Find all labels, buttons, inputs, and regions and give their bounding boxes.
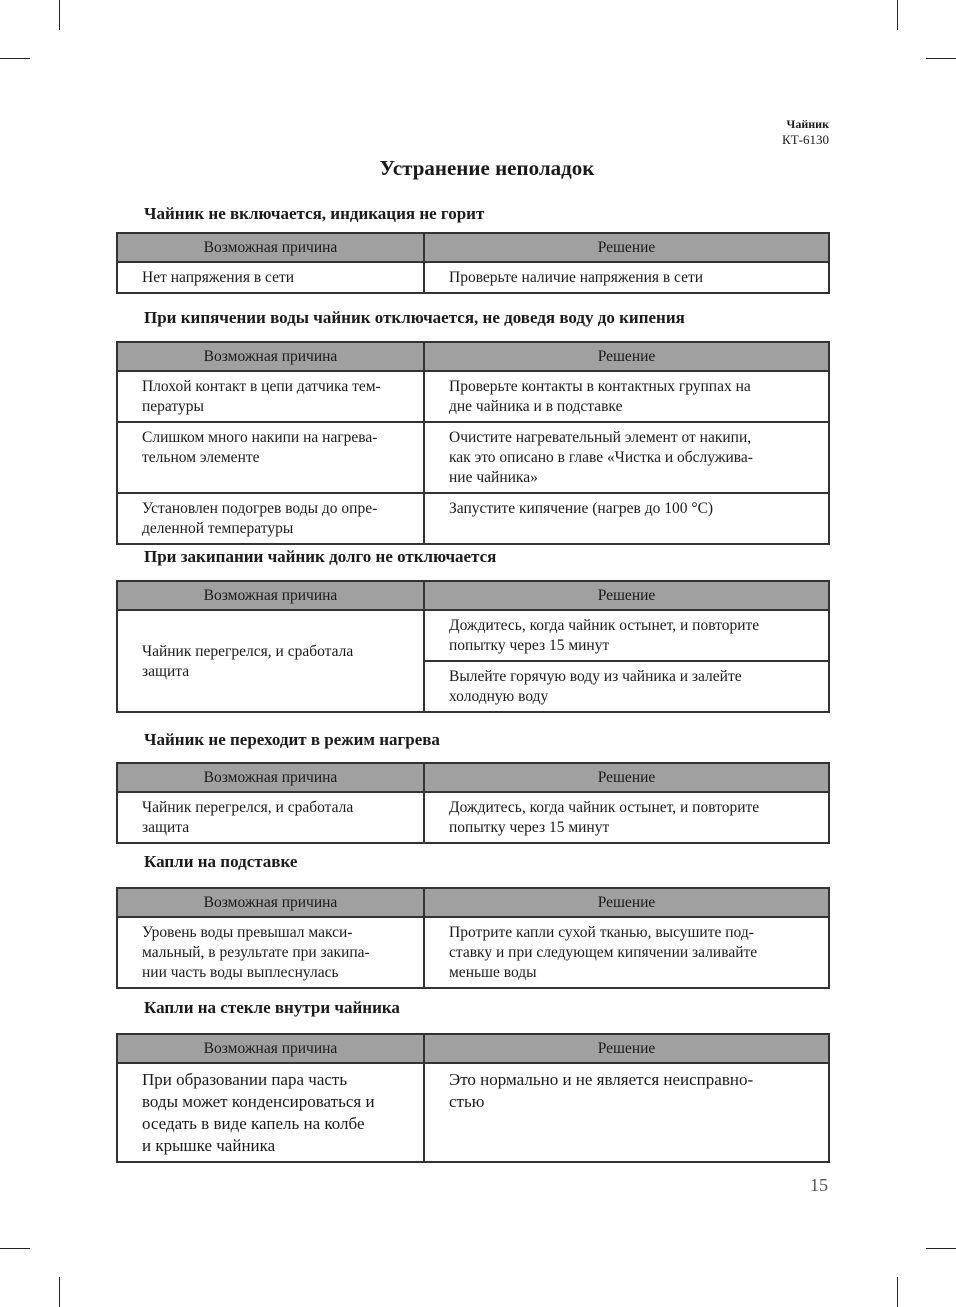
cause-cell: Уровень воды превышал макси- мальный, в результате при закипа- нии часть воды выплеснулась (117, 917, 424, 988)
solution-header: Решение (424, 233, 829, 262)
crop-mark (926, 1248, 956, 1249)
section-title: При закипании чайник долго не отключается (144, 547, 497, 566)
crop-mark (59, 0, 60, 30)
crop-mark (926, 58, 956, 59)
section-title: Чайник не переходит в режим нагрева (144, 730, 440, 749)
cause-header: Возможная причина (117, 1034, 424, 1063)
troubleshoot-table (116, 887, 830, 989)
cause-cell: Слишком много накипи на нагрева- тельном элементе (117, 422, 424, 493)
section-title: При кипячении воды чайник отключается, не доведя воду до кипения (144, 308, 685, 327)
table-row (117, 262, 829, 293)
troubleshoot-table (116, 762, 830, 844)
header-model: КТ-6130 (782, 132, 829, 147)
cause-header: Возможная причина (117, 342, 424, 371)
cause-header: Возможная причина (117, 581, 424, 610)
crop-mark (0, 58, 30, 59)
section-title: Капли на стекле внутри чайника (144, 998, 400, 1017)
cause-cell: Плохой контакт в цепи датчика тем- пературы (117, 371, 424, 422)
table-row (117, 792, 829, 843)
page-title: Устранение неполадок (379, 156, 595, 180)
table-row (117, 371, 829, 422)
solution-header: Решение (424, 342, 829, 371)
page-number: 15 (810, 1175, 828, 1195)
crop-mark (59, 1277, 60, 1307)
table-row (117, 917, 829, 988)
solution-header: Решение (424, 1034, 829, 1063)
solution-cell: Вылейте горячую воду из чайника и залейте холодную воду (424, 661, 829, 712)
solution-cell: Дождитесь, когда чайник остынет, и повторите попытку через 15 минут (424, 792, 829, 843)
cause-header: Возможная причина (117, 763, 424, 792)
section-title: Капли на подставке (144, 852, 298, 871)
cause-cell: Нет напряжения в сети (117, 262, 424, 293)
cause-cell: Чайник перегрелся, и сработала защита (117, 792, 424, 843)
crop-mark (0, 1248, 30, 1249)
section-title: Чайник не включается, индикация не горит (144, 204, 485, 223)
solution-header: Решение (424, 763, 829, 792)
table-row (117, 422, 829, 493)
solution-header: Решение (424, 581, 829, 610)
cause-cell: При образовании пара часть воды может конденсироваться и оседать в виде капель на колбе и крышке чайника (117, 1063, 424, 1162)
page-header (782, 116, 829, 148)
crop-mark (897, 1277, 898, 1307)
crop-mark (897, 0, 898, 30)
table-row (117, 1063, 829, 1162)
solution-header: Решение (424, 888, 829, 917)
solution-cell: Дождитесь, когда чайник остынет, и повторите попытку через 15 минут (424, 610, 829, 661)
header-brand: Чайник (786, 117, 829, 131)
table-row (117, 493, 829, 544)
cause-cell: Чайник перегрелся, и сработала защита (117, 610, 424, 712)
solution-cell: Проверьте контакты в контактных группах на дне чайника и в подставке (424, 371, 829, 422)
solution-cell: Проверьте наличие напряжения в сети (424, 262, 829, 293)
cause-header: Возможная причина (117, 233, 424, 262)
solution-cell: Запустите кипячение (нагрев до 100 °С) (424, 493, 829, 544)
solution-cell: Протрите капли сухой тканью, высушите под- ставку и при следующем кипячении заливайте меньше воды (424, 917, 829, 988)
solution-cell: Это нормально и не является неисправно- стью (424, 1063, 829, 1162)
troubleshoot-table (116, 232, 830, 294)
cause-cell: Установлен подогрев воды до опре- деленной температуры (117, 493, 424, 544)
troubleshoot-table (116, 341, 830, 545)
troubleshoot-table (116, 1033, 830, 1163)
cause-header: Возможная причина (117, 888, 424, 917)
table-row (117, 610, 829, 661)
solution-cell: Очистите нагревательный элемент от накипи, как это описано в главе «Чистка и обслужива- ние чайника» (424, 422, 829, 493)
troubleshoot-table (116, 580, 830, 713)
